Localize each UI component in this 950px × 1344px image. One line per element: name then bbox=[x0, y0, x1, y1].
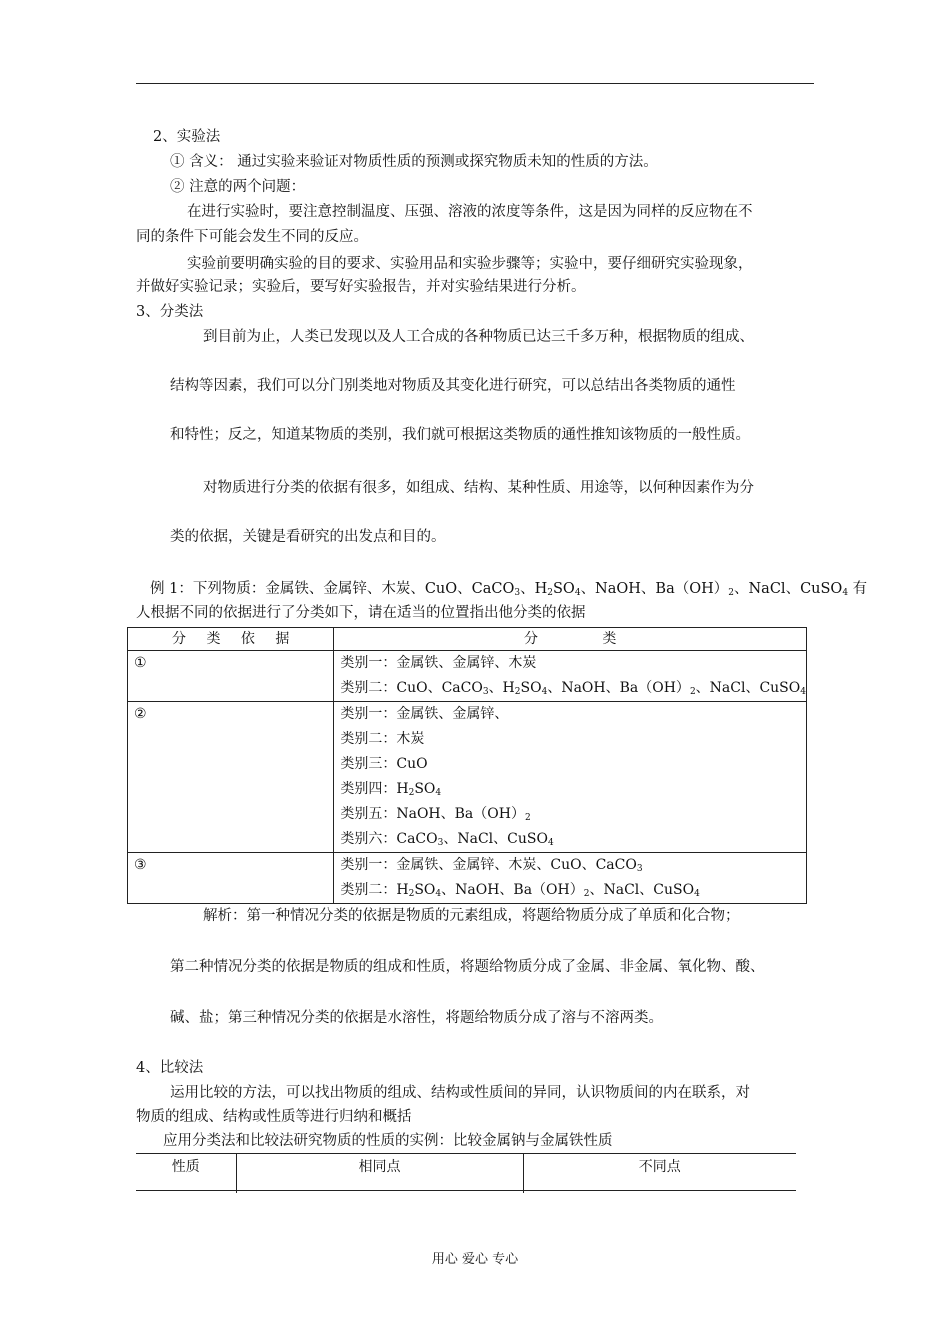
table-row bbox=[128, 651, 807, 702]
section-3-paragraph-1c: 和特性；反之，知道某物质的类别，我们就可根据这类物质的通性推知该物质的一般性质。 bbox=[170, 427, 750, 443]
category-line: 类别三：CuO bbox=[340, 756, 428, 772]
section-4-title: 4、比较法 bbox=[136, 1060, 204, 1076]
section-2-paragraph-1b: 同的条件下可能会发生不同的反应。 bbox=[136, 229, 368, 245]
section-3-title: 3、分类法 bbox=[136, 304, 204, 320]
category-line: 类别二：$H_2SO_4$、NaOH、$Ba(OH)_2$、NaCl、CuSO$_4$ bbox=[340, 882, 700, 899]
analysis-line-c: 碱、盐；第三种情况分类的依据是水溶性，将题给物质分成了溶与不溶两类。 bbox=[170, 1010, 663, 1026]
category-line: 类别二：木炭 bbox=[340, 731, 425, 747]
page-footer: 用心 爱心 专心 bbox=[431, 1252, 519, 1267]
category-line: 类别五：NaOH、$Ba(OH)_2$ bbox=[340, 806, 531, 823]
row-2-basis: ② bbox=[128, 702, 334, 853]
comparison-table bbox=[136, 1153, 796, 1193]
compare-table-bottom-rule bbox=[136, 1190, 796, 1191]
header-rule bbox=[136, 83, 814, 84]
table-row bbox=[136, 1153, 796, 1193]
row-3-categories bbox=[334, 853, 807, 904]
section-3-paragraph-1a: 到目前为止，人类已发现以及人工合成的各种物质已达三千多万种，根据物质的组成、 bbox=[203, 329, 754, 345]
row-2-categories bbox=[334, 702, 807, 853]
section-2-paragraph-2b: 并做好实验记录；实验后，要写好实验报告，并对实验结果进行分析。 bbox=[136, 279, 586, 295]
example-1-line-a: 例 1：下列物质：金属铁、金属锌、木炭、CuO、CaCO$_3$、$H_2SO_4$、NaOH、$Ba(OH)_2$、NaCl、CuSO$_4$ 有 bbox=[150, 581, 868, 598]
section-3-paragraph-1b: 结构等因素，我们可以分门别类地对物质及其变化进行研究，可以总结出各类物质的通性 bbox=[170, 378, 736, 394]
analysis-line-b: 第二种情况分类的依据是物质的组成和性质，将题给物质分成了金属、非金属、氧化物、酸、 bbox=[170, 959, 765, 975]
section-4-paragraph-1b: 物质的组成、结构或性质等进行归纳和概括 bbox=[136, 1109, 412, 1125]
table-row bbox=[128, 702, 807, 853]
category-line: 类别六：CaCO$_3$、NaCl、CuSO$_4$ bbox=[340, 831, 554, 848]
section-2-paragraph-1a: 在进行实验时，要注意控制温度、压强、溶液的浓度等条件，这是因为同样的反应物在不 bbox=[187, 204, 753, 220]
row-1-basis: ① bbox=[128, 651, 334, 702]
section-3-paragraph-2a: 对物质进行分类的依据有很多，如组成、结构、某种性质、用途等，以何种因素作为分 bbox=[203, 480, 754, 496]
section-3-paragraph-2b: 类的依据，关键是看研究的出发点和目的。 bbox=[170, 529, 446, 545]
category-line: 类别一：金属铁、金属锌、 bbox=[340, 706, 509, 722]
category-line: 类别二：CuO、CaCO$_3$、$H_2SO_4$、NaOH、$Ba(OH)_2$、NaCl、CuSO$_4$ bbox=[340, 680, 806, 697]
row-3-basis: ③ bbox=[128, 853, 334, 904]
example-1-line-b: 人根据不同的依据进行了分类如下，请在适当的位置指出他分类的依据 bbox=[136, 605, 586, 621]
analysis-line-a: 解析：第一种情况分类的依据是物质的元素组成，将题给物质分成了单质和化合物； bbox=[203, 908, 740, 924]
table-header-row bbox=[128, 628, 807, 651]
section-4-paragraph-1a: 运用比较的方法，可以找出物质的组成、结构或性质间的异同，认识物质间的内在联系，对 bbox=[170, 1085, 750, 1101]
category-line: 类别一：金属铁、金属锌、木炭 bbox=[340, 655, 537, 671]
col-property: 性质 bbox=[171, 1159, 200, 1175]
section-2-notes-title: ② 注意的两个问题： bbox=[170, 179, 306, 195]
header-category: 分 类 bbox=[334, 628, 807, 651]
col-difference: 不同点 bbox=[523, 1153, 796, 1193]
section-2-title: 2、实验法 bbox=[153, 129, 221, 145]
table-row bbox=[128, 853, 807, 904]
row-1-categories bbox=[334, 651, 807, 702]
classification-table bbox=[127, 627, 807, 904]
section-2-paragraph-2a: 实验前要明确实验的目的要求、实验用品和实验步骤等；实验中，要仔细研究实验现象， bbox=[187, 256, 753, 272]
category-line: 类别四：$H_2SO_4$ bbox=[340, 781, 442, 798]
col-similarity: 相同点 bbox=[236, 1153, 523, 1193]
category-line: 类别一：金属铁、金属锌、木炭、CuO、CaCO$_3$ bbox=[340, 857, 643, 874]
section-2-meaning: ① 含义： 通过实验来验证对物质性质的预测或探究物质未知的性质的方法。 bbox=[170, 154, 658, 170]
header-basis: 分 类 依 据 bbox=[128, 628, 334, 651]
section-4-paragraph-2: 应用分类法和比较法研究物质的性质的实例：比较金属钠与金属铁性质 bbox=[163, 1133, 613, 1149]
